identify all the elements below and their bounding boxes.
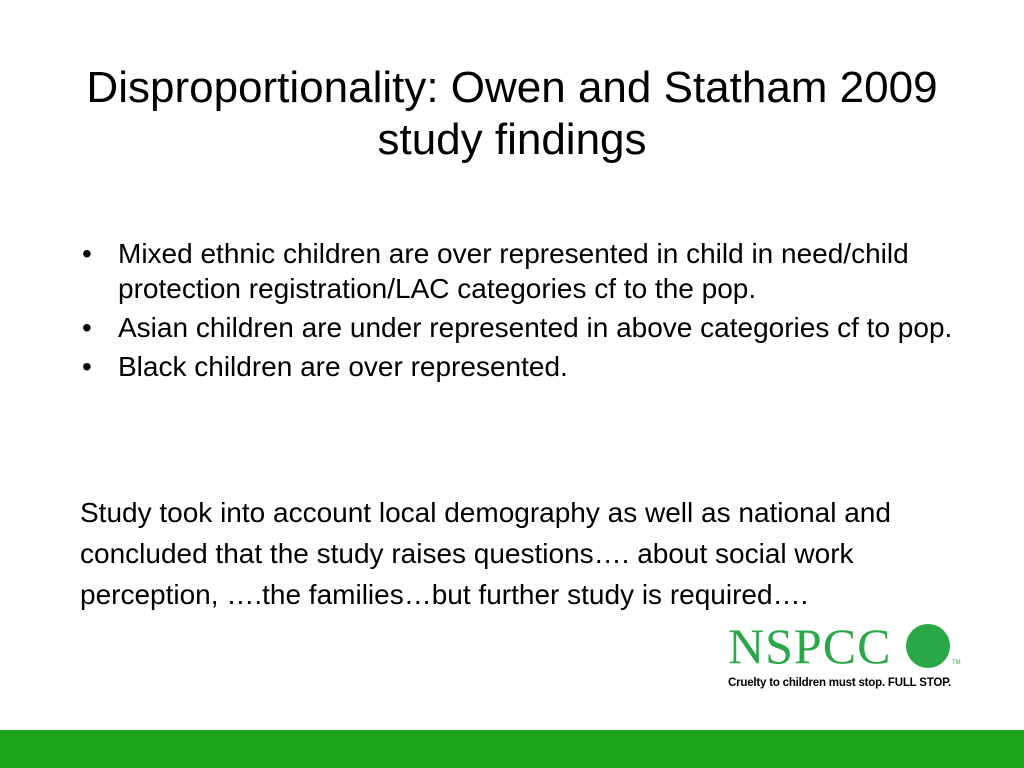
logo-trademark: TM [952,660,961,666]
bullet-text: Asian children are under represented in above categories cf to pop. [118,312,953,343]
bullet-dot: • [82,312,92,343]
bullet-dot: • [82,351,92,382]
logo-circle-icon [906,624,950,668]
bullet-text: Mixed ethnic children are over represented in child in need/child protection registration/LAC categories cf to the pop. [118,238,909,304]
footer-bar [0,730,1024,768]
summary-paragraph: Study took into account local demography as well as national and concluded that the study raises questions…. about social work perception, ….the families…but further study is required…. [80,497,891,610]
bullet-text: Black children are over represented. [118,351,568,382]
logo-wordmark: NSPCC [728,618,892,674]
bullet-item [80,349,960,384]
bullet-dot: • [82,238,92,269]
bullet-item [80,236,960,306]
bullet-item [80,310,960,345]
logo-tagline: Cruelty to children must stop. FULL STOP. [728,677,952,689]
nspcc-logo [728,620,968,695]
slide-title: Disproportionality: Owen and Statham 2009 study findings [86,63,938,164]
bullet-list [80,236,960,388]
